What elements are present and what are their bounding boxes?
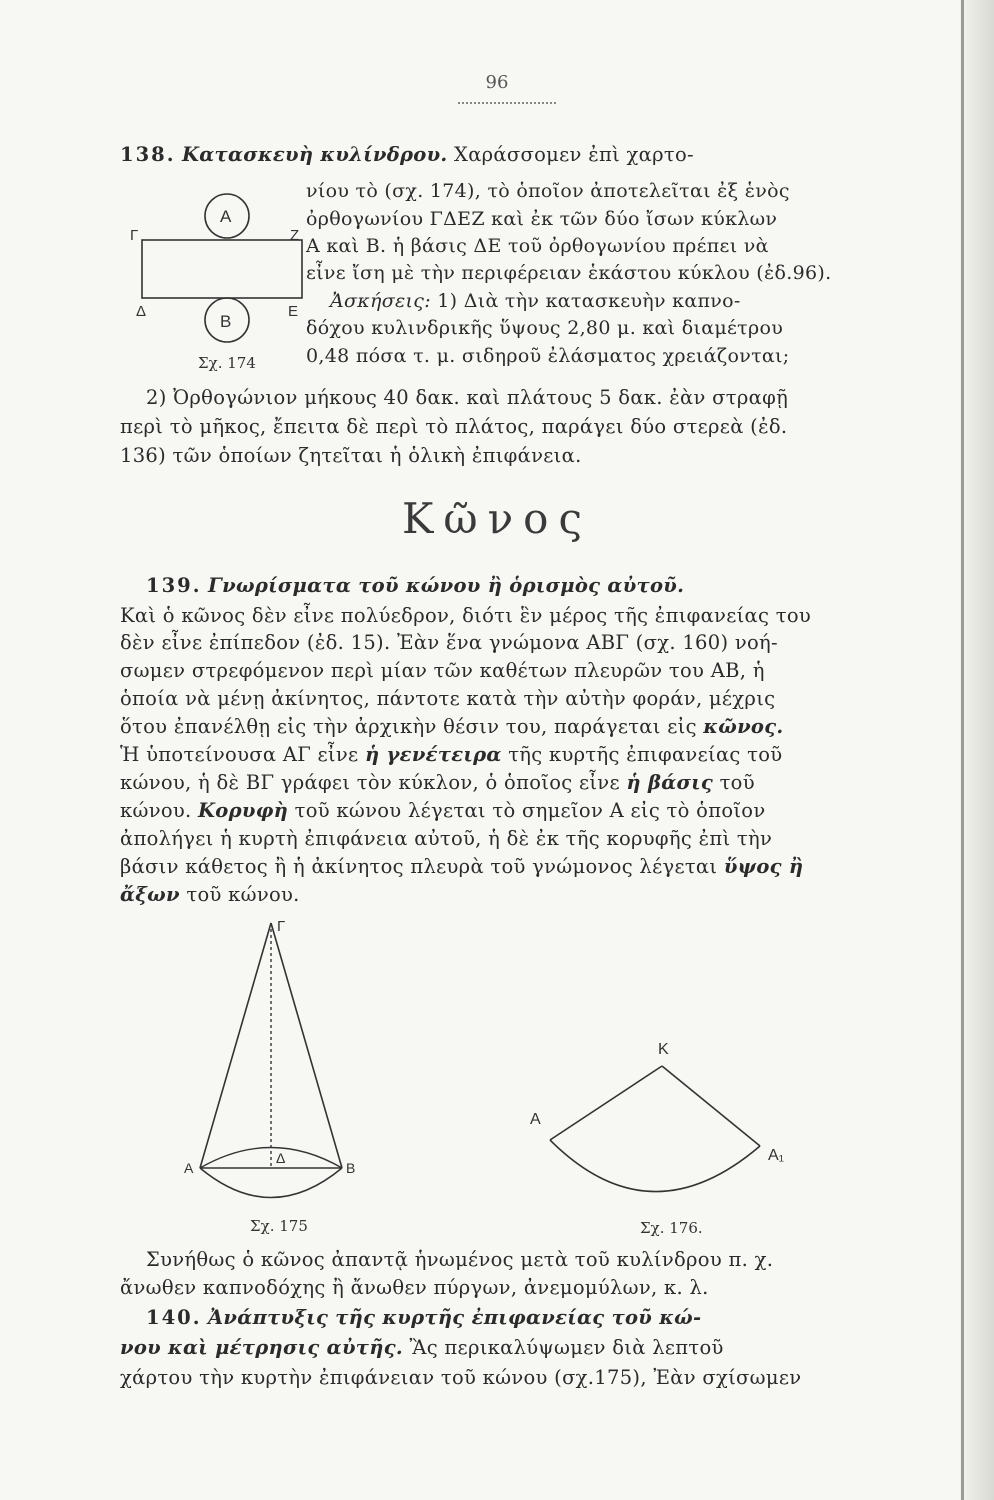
sec139-line-9c: τοῦ κώνου λέγεται τὸ σημεῖον Α εἰς τὸ ὁποῖον — [288, 799, 766, 822]
sec140-number: 140. — [146, 1306, 202, 1329]
fig176-label-a: A — [530, 1111, 541, 1128]
sec140-text-2: Ἂς περικαλύψωμεν διὰ λεπτοῦ — [409, 1336, 724, 1359]
exercise-1-start: 1) Διὰ τὴν κατασκευὴν καπνο- — [437, 290, 741, 312]
sec139-line-11 — [120, 852, 898, 881]
cone-left-side — [200, 923, 271, 1168]
sec139-line-7 — [120, 740, 898, 769]
sec138-line-6 — [330, 288, 898, 316]
fig175-label-a: A — [184, 1160, 194, 1176]
page-number-rule — [458, 102, 556, 104]
fig176-label-k: K — [658, 1041, 669, 1058]
after-line-1: Συνήθως ὁ κῶνος ἀπαντᾷ ἡνωμένος μετὰ τοῦ κυλίνδρου π. χ. — [146, 1248, 774, 1271]
sec139-line-3: δὲν εἶνε ἐπίπεδον (ἐδ. 15). Ἐὰν ἕνα γνώμονα ΑΒΓ (σχ. 160) νοή- — [120, 631, 778, 654]
fig174-label-g: Γ — [130, 227, 139, 244]
sec139-line-10: ἀπολήγει ἡ κυρτὴ ἐπιφάνεια αὐτοῦ, ἡ δὲ ἐκ τῆς κορυφῆς ἐπὶ τὴν — [120, 827, 773, 850]
after-line-2: ἄνωθεν καπνοδόχης ἢ ἄνωθεν πύργων, ἀνεμομύλων, κ. λ. — [120, 1276, 709, 1299]
sec138-line-3: ὀρθογωνίου ΓΔΕΖ καὶ ἐκ τῶν δύο ἴσων κύκλων — [306, 208, 778, 230]
sec138-line-4: Α καὶ Β. ἡ βάσις ΔΕ τοῦ ὀρθογωνίου πρέπει νὰ — [306, 235, 769, 257]
sec138-line-5: εἶνε ἴση μὲ τὴν περιφέρειαν ἑκάστου κύκλου (ἐδ.96). — [306, 262, 832, 284]
sec139-line-7a: Ἡ ὑποτείνουσα ΑΓ εἶνε — [120, 743, 365, 766]
fig175-label-b: B — [346, 1160, 356, 1176]
term-konos: κῶνος. — [703, 715, 784, 738]
sec139-line-7c: τῆς κυρτῆς ἐπιφανείας τοῦ — [501, 743, 783, 766]
sec140-title-2: νου καὶ μέτρησις αὐτῆς. — [120, 1336, 403, 1359]
sec139-line-1 — [146, 571, 898, 600]
sec139-line-11a: βάσιν κάθετος ἢ ἡ ἀκίνητος πλευρὰ τοῦ γνώμονος λέγεται — [120, 855, 724, 878]
fig175-label-g: Γ — [277, 918, 286, 935]
sec139-title: Γνωρίσματα τοῦ κώνου ἢ ὁρισμὸς αὐτοῦ. — [208, 574, 685, 597]
fig175-label-d: Δ — [276, 1150, 286, 1166]
fig176-caption: Σχ. 176. — [640, 1219, 703, 1237]
fig174-label-e: E — [288, 303, 299, 320]
fig174-label-b: B — [220, 312, 232, 331]
sec138-line-11: 136) τῶν ὁποίων ζητεῖται ἡ ὁλικὴ ἐπιφάνεια. — [120, 444, 582, 467]
sec139-number: 139. — [146, 574, 202, 597]
sec138-title: Κατασκευὴ κυλίνδρου. — [182, 143, 448, 166]
sec139-line-8a: κώνου, ἡ δὲ ΒΓ γράφει τὸν κύκλον, ὁ ὁποῖος εἶνε — [120, 771, 627, 794]
sec138-line-7: δόχου κυλινδρικῆς ὕψους 2,80 μ. καὶ διαμέτρου — [306, 317, 784, 339]
sec138-line-8: 0,48 πόσα τ. μ. σιδηροῦ ἐλάσματος χρειάζονται; — [306, 345, 790, 367]
sec140-line-2 — [120, 1333, 898, 1362]
exercises-label: Ἀσκήσεις: — [330, 290, 431, 312]
cone-right-side — [271, 923, 342, 1168]
sec139-line-9a: κώνου. — [120, 799, 199, 822]
rectangle-gdez — [142, 240, 302, 298]
sec139-line-12b: τοῦ κώνου. — [179, 883, 300, 906]
sec138-line-2: νίου τὸ (σχ. 174), τὸ ὁποῖον ἀποτελεῖται ἐξ ἑνὸς — [306, 180, 790, 202]
sec138-line-1 — [120, 140, 898, 169]
term-genetira: ἡ γενέτειρα — [364, 743, 502, 766]
sec140-title-1: Ἀνάπτυξις τῆς κυρτῆς ἐπιφανείας τοῦ κώ- — [208, 1306, 702, 1329]
fig176-label-a1: A₁ — [768, 1147, 785, 1164]
fig174-caption: Σχ. 174 — [198, 354, 256, 372]
figure-176 — [520, 1028, 790, 1198]
figure-175 — [170, 915, 360, 1210]
sec138-text-1: Χαράσσομεν ἐπὶ χαρτο- — [454, 143, 694, 166]
sec139-line-8 — [120, 768, 898, 797]
fig174-label-z: Z — [290, 227, 300, 244]
sec139-line-6a: ὅτου ἐπανέλθῃ εἰς τὴν ἀρχικὴν θέσιν του, παράγεται εἰς — [120, 715, 704, 738]
sec138-number: 138. — [120, 143, 176, 166]
sec139-line-8c: τοῦ — [713, 771, 755, 794]
term-koryfi: Κορυφὴ — [198, 799, 289, 822]
page-edge — [960, 0, 994, 1500]
fig174-label-a: A — [220, 207, 232, 226]
figure-174 — [130, 188, 310, 360]
term-axon: ἄξων — [120, 883, 180, 906]
sec140-line-1 — [146, 1303, 898, 1332]
term-ypsos: ὕψος ἢ — [723, 855, 804, 878]
sec139-line-9 — [120, 796, 898, 825]
sec139-line-5: ὁποία νὰ μένῃ ἀκίνητος, πάντοτε κατὰ τὴν αὐτὴν φοράν, μέχρις — [120, 687, 776, 710]
sector-arc — [550, 1140, 760, 1192]
sector-radius-a1 — [662, 1066, 760, 1146]
sec139-line-6 — [120, 712, 898, 741]
cone-base-front-arc — [200, 1168, 342, 1198]
page-number: 96 — [485, 72, 509, 93]
sec139-line-12 — [120, 880, 898, 909]
sec140-line-3: χάρτου τὴν κυρτὴν ἐπιφάνειαν τοῦ κώνου (σχ.175), Ἐὰν σχίσωμεν — [120, 1366, 802, 1389]
sec138-line-10: περὶ τὸ μῆκος, ἔπειτα δὲ περὶ τὸ πλάτος, παράγει δύο στερεὰ (ἐδ. — [120, 415, 788, 438]
page-edge-line — [961, 0, 964, 1500]
fig175-caption: Σχ. 175 — [250, 1217, 308, 1235]
sector-radius-a — [550, 1066, 662, 1140]
term-vasis: ἡ βάσις — [626, 771, 714, 794]
sec139-line-2: Καὶ ὁ κῶνος δὲν εἶνε πολύεδρον, διότι ἓν μέρος τῆς ἐπιφανείας του — [120, 604, 812, 627]
sec138-line-9: 2) Ὀρθογώνιον μήκους 40 δακ. καὶ πλάτους 5 δακ. ἐὰν στραφῇ — [146, 386, 789, 409]
sec139-line-4: σωμεν στρεφόμενον περὶ μίαν τῶν καθέτων πλευρῶν του ΑΒ, ἡ — [120, 659, 765, 682]
fig174-label-d: Δ — [136, 303, 147, 320]
heading-cone: Κῶνος — [402, 494, 592, 543]
